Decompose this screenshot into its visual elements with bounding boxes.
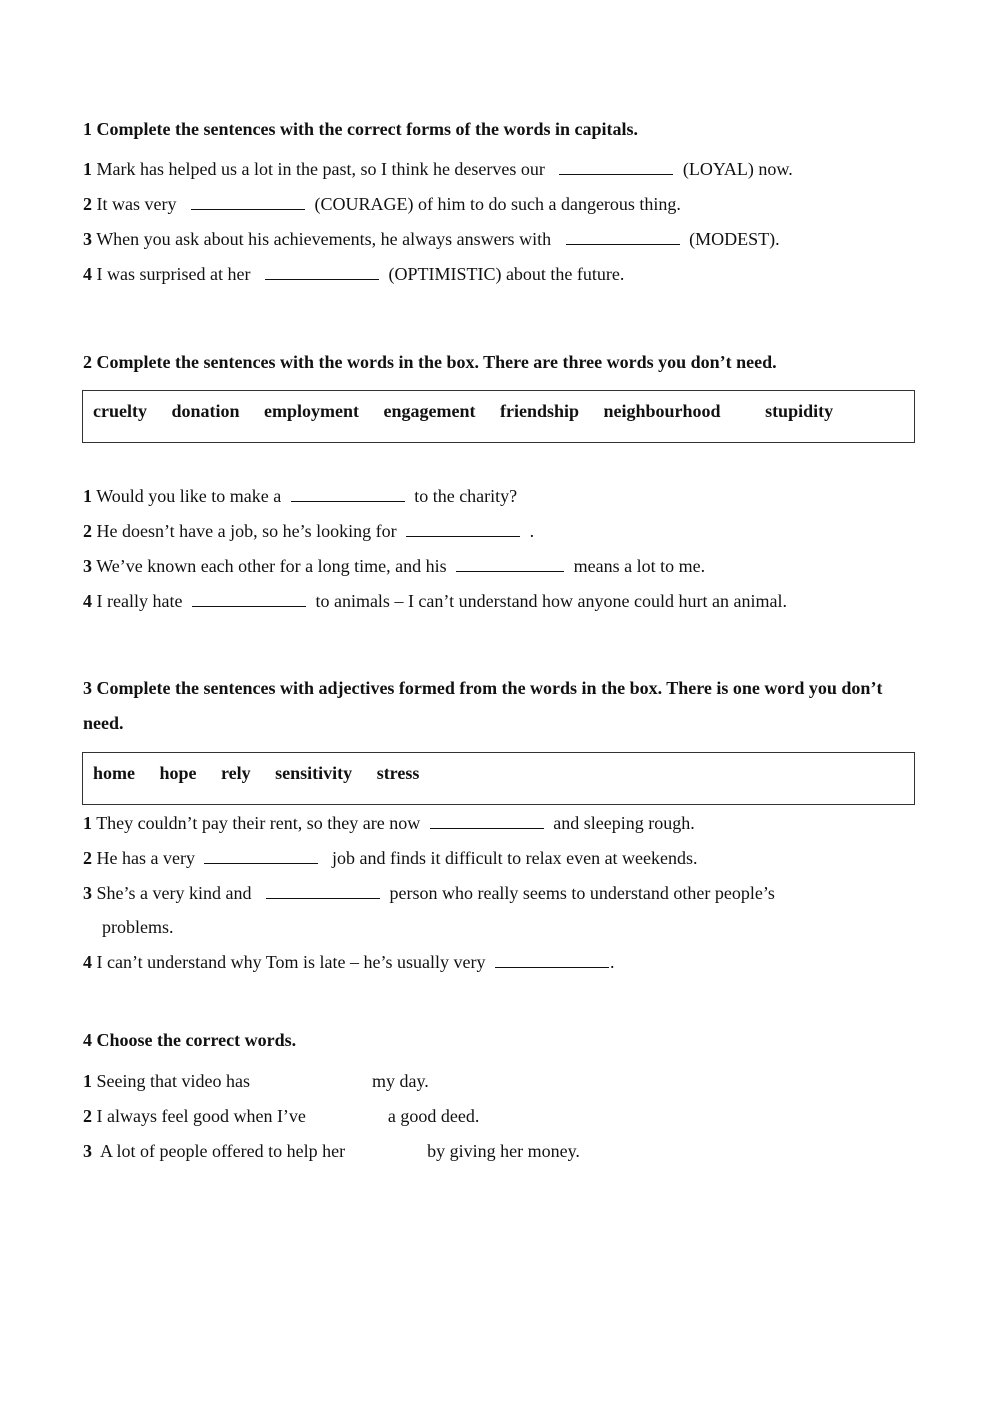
section-4-item-3 <box>83 1139 580 1163</box>
section-1-item-4 <box>83 262 624 286</box>
item-number: 3 <box>83 1141 92 1161</box>
section-2-item-4 <box>83 589 787 613</box>
item-text-after: to animals – I can’t understand how anyone could hurt an animal. <box>315 591 787 611</box>
answer-blank[interactable] <box>266 884 380 899</box>
item-number: 2 <box>83 848 92 868</box>
word-list <box>93 401 833 422</box>
item-text-after: (COURAGE) of him to do such a dangerous thing. <box>314 194 681 214</box>
box-word: stupidity <box>765 401 834 421</box>
box-word: hope <box>159 763 197 783</box>
item-number: 1 <box>83 813 92 833</box>
box-word: donation <box>171 401 240 421</box>
section-1-item-3 <box>83 227 780 251</box>
word-list <box>93 763 419 784</box>
answer-blank[interactable] <box>456 557 564 572</box>
box-word: sensitivity <box>275 763 353 783</box>
item-number: 1 <box>83 1071 92 1091</box>
answer-blank[interactable] <box>192 592 306 607</box>
item-number: 3 <box>83 556 92 576</box>
item-number: 1 <box>83 159 92 179</box>
item-text-after: job and finds it difficult to relax even at weekends. <box>331 848 698 868</box>
item-text-before: They couldn’t pay their rent, so they are now <box>96 813 421 833</box>
item-text-after: . <box>529 521 535 541</box>
answer-blank[interactable] <box>191 195 305 210</box>
item-number: 4 <box>83 952 92 972</box>
section-2-item-3 <box>83 554 705 578</box>
box-word: friendship <box>499 401 580 421</box>
item-text-after: my day. <box>371 1071 429 1091</box>
item-number: 3 <box>83 229 92 249</box>
item-text-before: Would you like to make a <box>96 486 282 506</box>
section-3-item-3 <box>83 881 775 905</box>
section-4-item-1 <box>83 1069 429 1093</box>
item-text-before: She’s a very kind and <box>96 883 252 903</box>
item-text-after: to the charity? <box>414 486 518 506</box>
item-number: 1 <box>83 486 92 506</box>
item-number: 2 <box>83 521 92 541</box>
answer-blank[interactable] <box>406 522 520 537</box>
item-text-before: I really hate <box>96 591 183 611</box>
answer-blank[interactable] <box>430 814 544 829</box>
item-text-after: a good deed. <box>387 1106 480 1126</box>
section-3-item-4 <box>83 950 615 974</box>
box-word: home <box>93 763 135 783</box>
section-4-item-2 <box>83 1104 479 1128</box>
answer-blank[interactable] <box>265 265 379 280</box>
section-2-item-2 <box>83 519 534 543</box>
item-number: 2 <box>83 1106 92 1126</box>
section-3-item-3-continuation: problems. <box>102 917 174 937</box>
section-2-item-1 <box>83 484 517 508</box>
box-word: cruelty <box>93 401 147 421</box>
word-box <box>82 390 915 443</box>
item-text-after: means a lot to me. <box>573 556 706 576</box>
section-1-heading: 1 Complete the sentences with the correct forms of the words in capitals. <box>83 119 639 139</box>
item-number: 4 <box>83 591 92 611</box>
item-text-before: When you ask about his achievements, he always answers with <box>96 229 552 249</box>
section-3-item-2 <box>83 846 698 870</box>
answer-blank[interactable] <box>495 953 609 968</box>
item-text-before: He doesn’t have a job, so he’s looking for <box>96 521 397 541</box>
item-number: 4 <box>83 264 92 284</box>
item-text-after: (OPTIMISTIC) about the future. <box>388 264 625 284</box>
item-text-after: and sleeping rough. <box>553 813 695 833</box>
section-2-heading: 2 Complete the sentences with the words in the box. There are three words you don’t need. <box>83 352 777 372</box>
item-text-before: He has a very <box>96 848 195 868</box>
item-number: 3 <box>83 883 92 903</box>
section-3-item-1 <box>83 811 695 835</box>
item-text-before: Seeing that video has <box>96 1071 250 1091</box>
section-4-heading: 4 Choose the correct words. <box>83 1030 297 1050</box>
word-box <box>82 752 915 805</box>
item-text-before: Mark has helped us a lot in the past, so I think he deserves our <box>96 159 545 179</box>
box-word: engagement <box>383 401 476 421</box>
item-text-before: I always feel good when I’ve <box>96 1106 306 1126</box>
item-text-before: A lot of people offered to help her <box>96 1141 346 1161</box>
box-word: neighbourhood <box>603 401 721 421</box>
item-text-after: . <box>610 952 615 972</box>
item-text-after: by giving her money. <box>427 1141 580 1161</box>
item-number: 2 <box>83 194 92 214</box>
answer-blank[interactable] <box>291 487 405 502</box>
item-text-after: person who really seems to understand other people’s <box>389 883 775 903</box>
section-3-heading: 3 Complete the sentences with adjectives formed from the words in the box. There is one word you don’t need. <box>83 678 883 733</box>
box-word: employment <box>264 401 359 421</box>
item-text-before: It was very <box>96 194 177 214</box>
answer-blank[interactable] <box>559 160 673 175</box>
item-text-before: I was surprised at her <box>96 264 251 284</box>
box-word: rely <box>221 763 251 783</box>
box-word: stress <box>376 763 420 783</box>
answer-blank[interactable] <box>204 849 318 864</box>
section-1-item-2 <box>83 192 681 216</box>
section-1-item-1 <box>83 157 793 181</box>
item-text-before: We’ve known each other for a long time, and his <box>96 556 447 576</box>
item-text-before: I can’t understand why Tom is late – he’s usually very <box>96 952 486 972</box>
item-text-after: (MODEST). <box>689 229 780 249</box>
item-text-after: (LOYAL) now. <box>682 159 793 179</box>
answer-blank[interactable] <box>566 230 680 245</box>
